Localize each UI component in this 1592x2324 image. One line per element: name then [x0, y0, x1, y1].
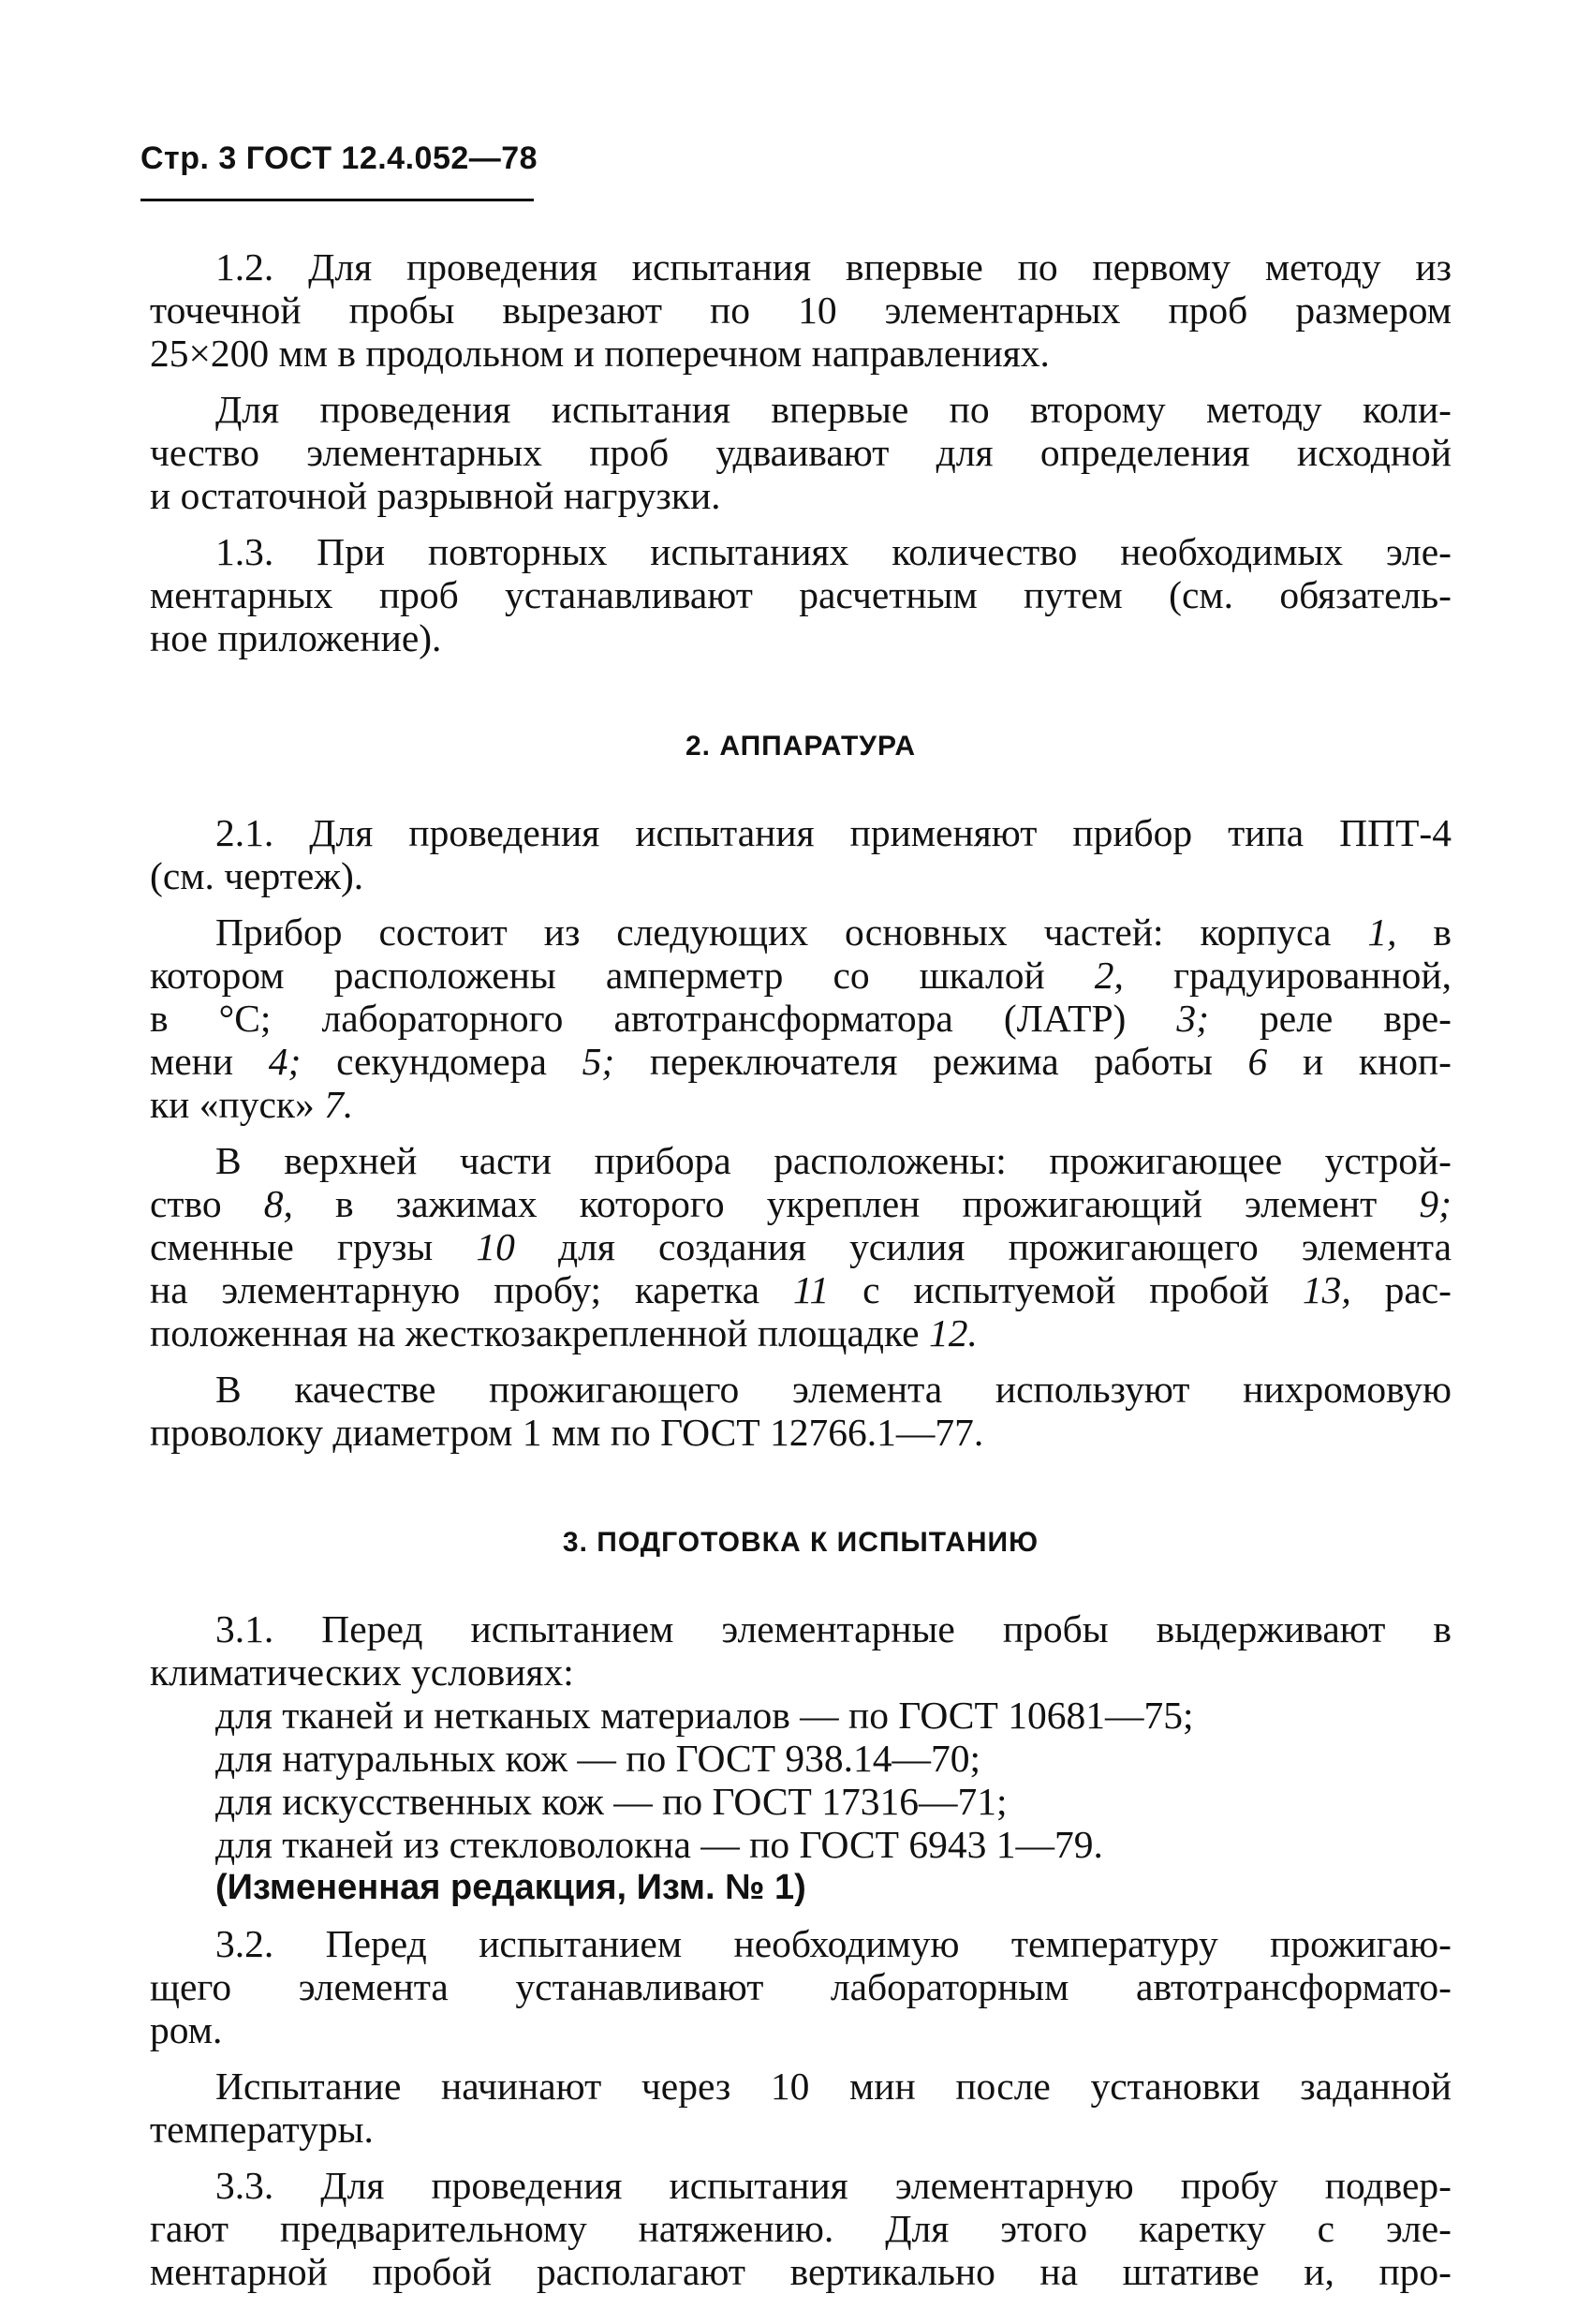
section-heading-preparation: 3. ПОДГОТОВКА К ИСПЫТАНИЮ — [562, 1527, 1039, 1558]
amendment-note: (Измененная редакция, Изм. № 1) — [215, 1868, 806, 1907]
paragraph-3-2 — [150, 1922, 1452, 2051]
text-line: ментарных проб устанавливают расчетным путем (см. обязатель- — [150, 573, 1452, 616]
header-rule — [140, 199, 534, 201]
text-line: ки «пуск» 7. — [150, 1083, 354, 1126]
text-line: температуры. — [150, 2108, 374, 2151]
text-line: 1.2. Для проведения испытания впервые по первому методу из — [215, 245, 1452, 289]
page-header: Стр. 3 ГОСТ 12.4.052—78 — [140, 141, 538, 176]
text-line: щего элемента устанавливают лабораторным автотрансформато- — [150, 1965, 1452, 2008]
list-item: для тканей и нетканых материалов — по ГОСТ 10681—75; — [215, 1694, 1194, 1737]
paragraph-3-1 — [150, 1607, 1452, 1694]
text-line: 3.2. Перед испытанием необходимую температуру прожигаю- — [215, 1922, 1452, 1965]
text-line: 1.3. При повторных испытаниях количество необходимых эле- — [215, 530, 1452, 573]
paragraph-1-2-second-method — [150, 388, 1452, 517]
text-line: чество элементарных проб удваивают для определения исходной — [150, 431, 1452, 474]
list-item: для искусственных кож — по ГОСТ 17316—71; — [215, 1780, 1008, 1823]
text-line: 25×200 мм в продольном и поперечном направлениях. — [150, 332, 1050, 375]
paragraph-1-2 — [150, 245, 1452, 375]
conditions-list — [150, 1694, 1452, 1909]
text-line: ром. — [150, 2008, 223, 2051]
text-line: ство 8, в зажимах которого укреплен прожигающий элемент 9; — [150, 1182, 1452, 1225]
text-line: (см. чертеж). — [150, 854, 364, 897]
text-line: ментарной пробой располагают вертикально на штативе и, про- — [150, 2250, 1452, 2293]
text-line: проволоку диаметром 1 мм по ГОСТ 12766.1—77. — [150, 1411, 984, 1454]
paragraph-3-3 — [150, 2164, 1452, 2293]
text-line: Испытание начинают через 10 мин после установки заданной — [215, 2065, 1452, 2108]
text-line: В качестве прожигающего элемента используют нихромовую — [215, 1368, 1452, 1411]
section-heading-apparatus: 2. АППАРАТУРА — [685, 731, 916, 762]
text-line: 3.1. Перед испытанием элементарные пробы выдерживают в — [215, 1607, 1452, 1650]
paragraph-1-3 — [150, 530, 1452, 659]
text-line: точечной пробы вырезают по 10 элементарных проб размером — [150, 289, 1452, 332]
list-item: для натуральных кож — по ГОСТ 938.14—70; — [215, 1737, 981, 1780]
text-line: гают предварительному натяжению. Для этого каретку с эле- — [150, 2207, 1452, 2250]
text-line: сменные грузы 10 для создания усилия прожигающего элемента — [150, 1225, 1452, 1268]
text-line: 2.1. Для проведения испытания применяют прибор типа ППТ-4 — [215, 811, 1452, 854]
text-line: в °С; лабораторного автотрансформатора (ЛАТР) 3; реле вре- — [150, 997, 1452, 1040]
document-body — [150, 245, 1452, 2293]
text-line: котором расположены амперметр со шкалой 2, градуированной, — [150, 954, 1452, 997]
paragraph-3-2-start — [150, 2065, 1452, 2151]
text-line: ное приложение). — [150, 616, 442, 659]
text-line: положенная на жесткозакрепленной площадке 12. — [150, 1311, 978, 1354]
paragraph-burning-wire — [150, 1368, 1452, 1454]
text-line: мени 4; секундомера 5; переключателя режима работы 6 и кноп- — [150, 1040, 1452, 1083]
text-line: Прибор состоит из следующих основных частей: корпуса 1, в — [215, 910, 1452, 954]
list-item: для тканей из стекловолокна — по ГОСТ 6943 1—79. — [215, 1823, 1103, 1866]
text-line: 3.3. Для проведения испытания элементарную пробу подвер- — [215, 2164, 1452, 2207]
paragraph-device-top — [150, 1139, 1452, 1354]
paragraph-device-parts — [150, 910, 1452, 1126]
text-line: Для проведения испытания впервые по второму методу коли- — [215, 388, 1452, 431]
text-line: В верхней части прибора расположены: прожигающее устрой- — [215, 1139, 1452, 1182]
text-line: климатических условиях: — [150, 1650, 574, 1694]
text-line: на элементарную пробу; каретка 11 с испытуемой пробой 13, рас- — [150, 1268, 1452, 1311]
text-line: и остаточной разрывной нагрузки. — [150, 474, 721, 517]
paragraph-2-1 — [150, 811, 1452, 897]
